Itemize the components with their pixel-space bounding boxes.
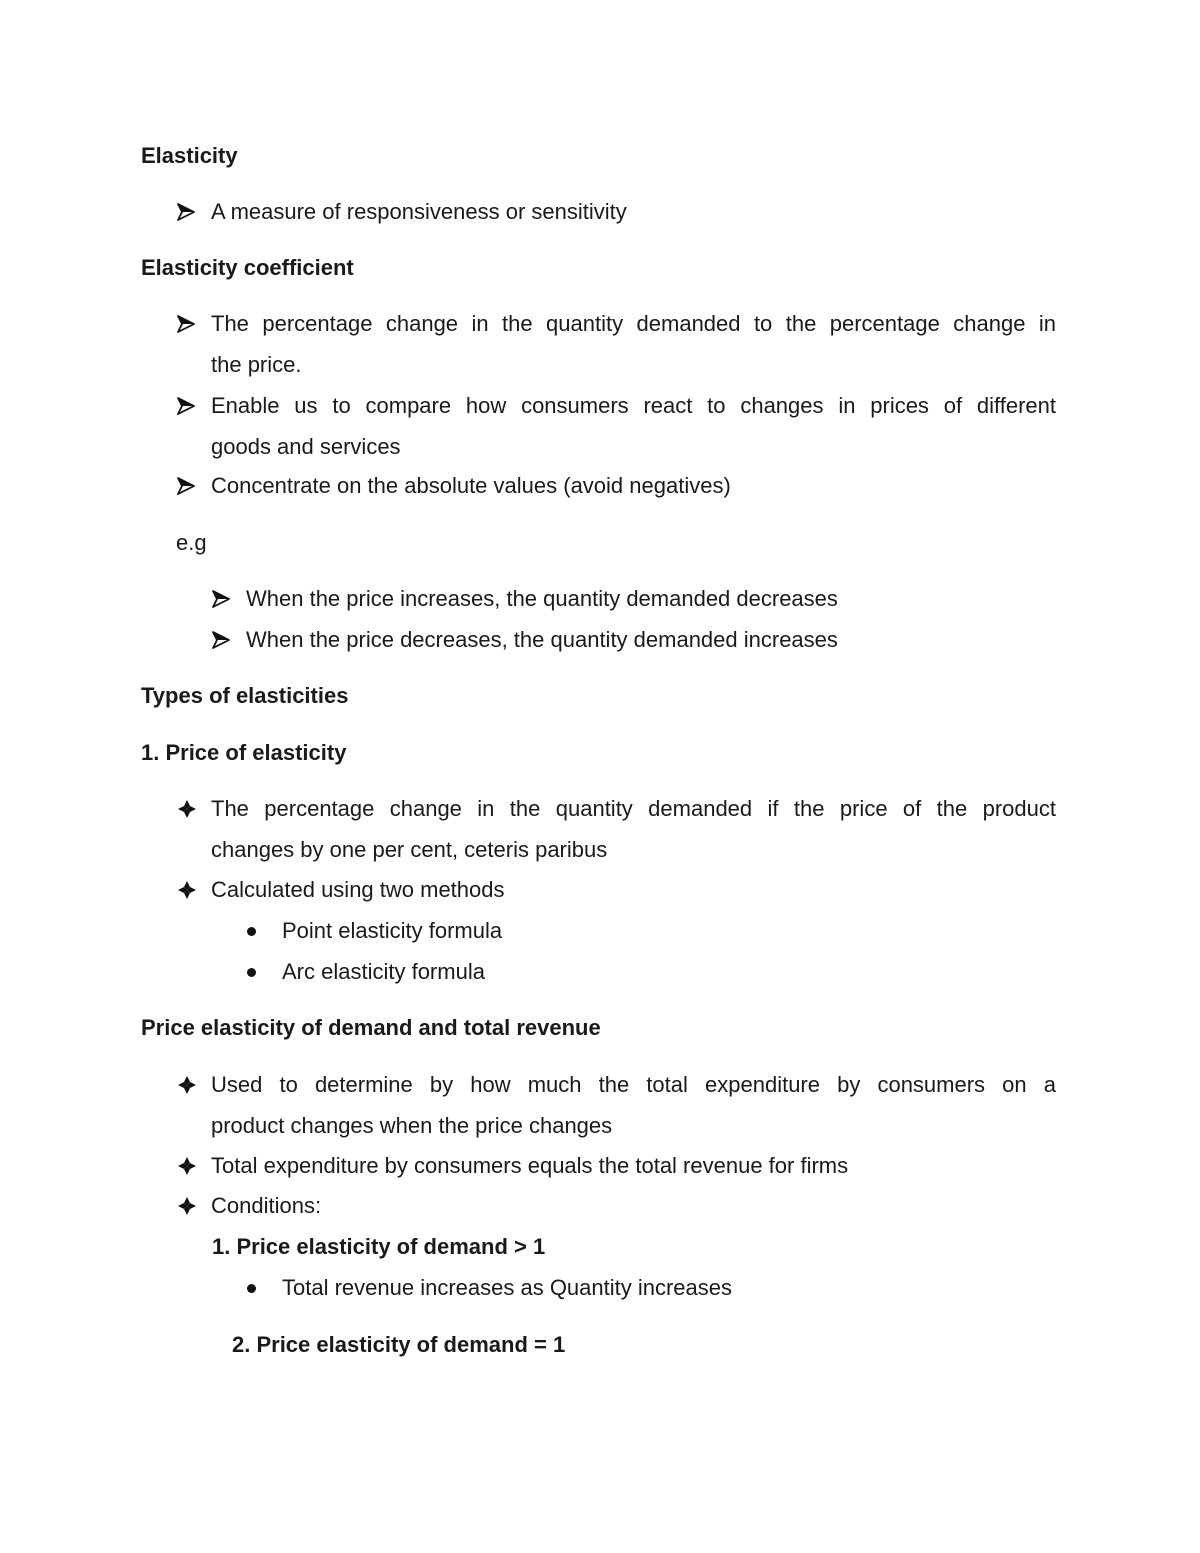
diamond-bullet-icon <box>178 1157 196 1175</box>
bullet-text: Total expenditure by consumers equals the total revenue for firms <box>211 1153 849 1178</box>
bullet-text-continued: goods and services <box>211 434 401 459</box>
arrow-bullet-icon <box>176 476 196 496</box>
bullet-text-continued: changes by one per cent, ceteris paribus <box>211 837 608 862</box>
diamond-bullet-icon <box>178 1076 196 1094</box>
eg-bullet-text: When the price increases, the quantity demanded decreases <box>246 586 838 611</box>
condition-heading-2: 2. Price elasticity of demand = 1 <box>232 1332 566 1357</box>
heading-elasticity: Elasticity <box>141 143 238 168</box>
eg-bullet-text: When the price decreases, the quantity demanded increases <box>246 627 838 652</box>
bullet-text: Conditions: <box>211 1193 322 1218</box>
bullet-text: The percentage change in the quantity demanded if the price of the product <box>211 796 1056 821</box>
diamond-bullet-icon <box>178 881 196 899</box>
condition-heading-1: 1. Price elasticity of demand > 1 <box>212 1234 546 1259</box>
method-item: Point elasticity formula <box>282 918 503 943</box>
arrow-bullet-icon <box>211 630 231 650</box>
subheading-price-of-elasticity: 1. Price of elasticity <box>141 740 347 765</box>
bullet-text: A measure of responsiveness or sensitivity <box>211 199 627 224</box>
round-bullet-icon <box>247 927 256 936</box>
bullet-text: The percentage change in the quantity demanded to the percentage change in <box>211 311 1056 336</box>
bullet-text: Concentrate on the absolute values (avoid negatives) <box>211 473 731 498</box>
method-item: Arc elasticity formula <box>282 959 485 984</box>
bullet-text: Used to determine by how much the total expenditure by consumers on a <box>211 1072 1056 1097</box>
diamond-bullet-icon <box>178 1197 196 1215</box>
heading-types-of-elasticities: Types of elasticities <box>141 683 349 708</box>
heading-price-elasticity-total-revenue: Price elasticity of demand and total revenue <box>141 1015 601 1040</box>
bullet-text-continued: product changes when the price changes <box>211 1113 613 1138</box>
arrow-bullet-icon <box>176 396 196 416</box>
arrow-bullet-icon <box>211 589 231 609</box>
bullet-text: Calculated using two methods <box>211 877 505 902</box>
diamond-bullet-icon <box>178 800 196 818</box>
heading-elasticity-coefficient: Elasticity coefficient <box>141 255 354 280</box>
arrow-bullet-icon <box>176 202 196 222</box>
round-bullet-icon <box>247 1284 256 1293</box>
bullet-text-continued: the price. <box>211 352 302 377</box>
eg-label: e.g <box>176 530 207 555</box>
bullet-text: Enable us to compare how consumers react to changes in prices of different <box>211 393 1056 418</box>
round-bullet-icon <box>247 968 256 977</box>
arrow-bullet-icon <box>176 314 196 334</box>
condition-point: Total revenue increases as Quantity increases <box>282 1275 733 1300</box>
